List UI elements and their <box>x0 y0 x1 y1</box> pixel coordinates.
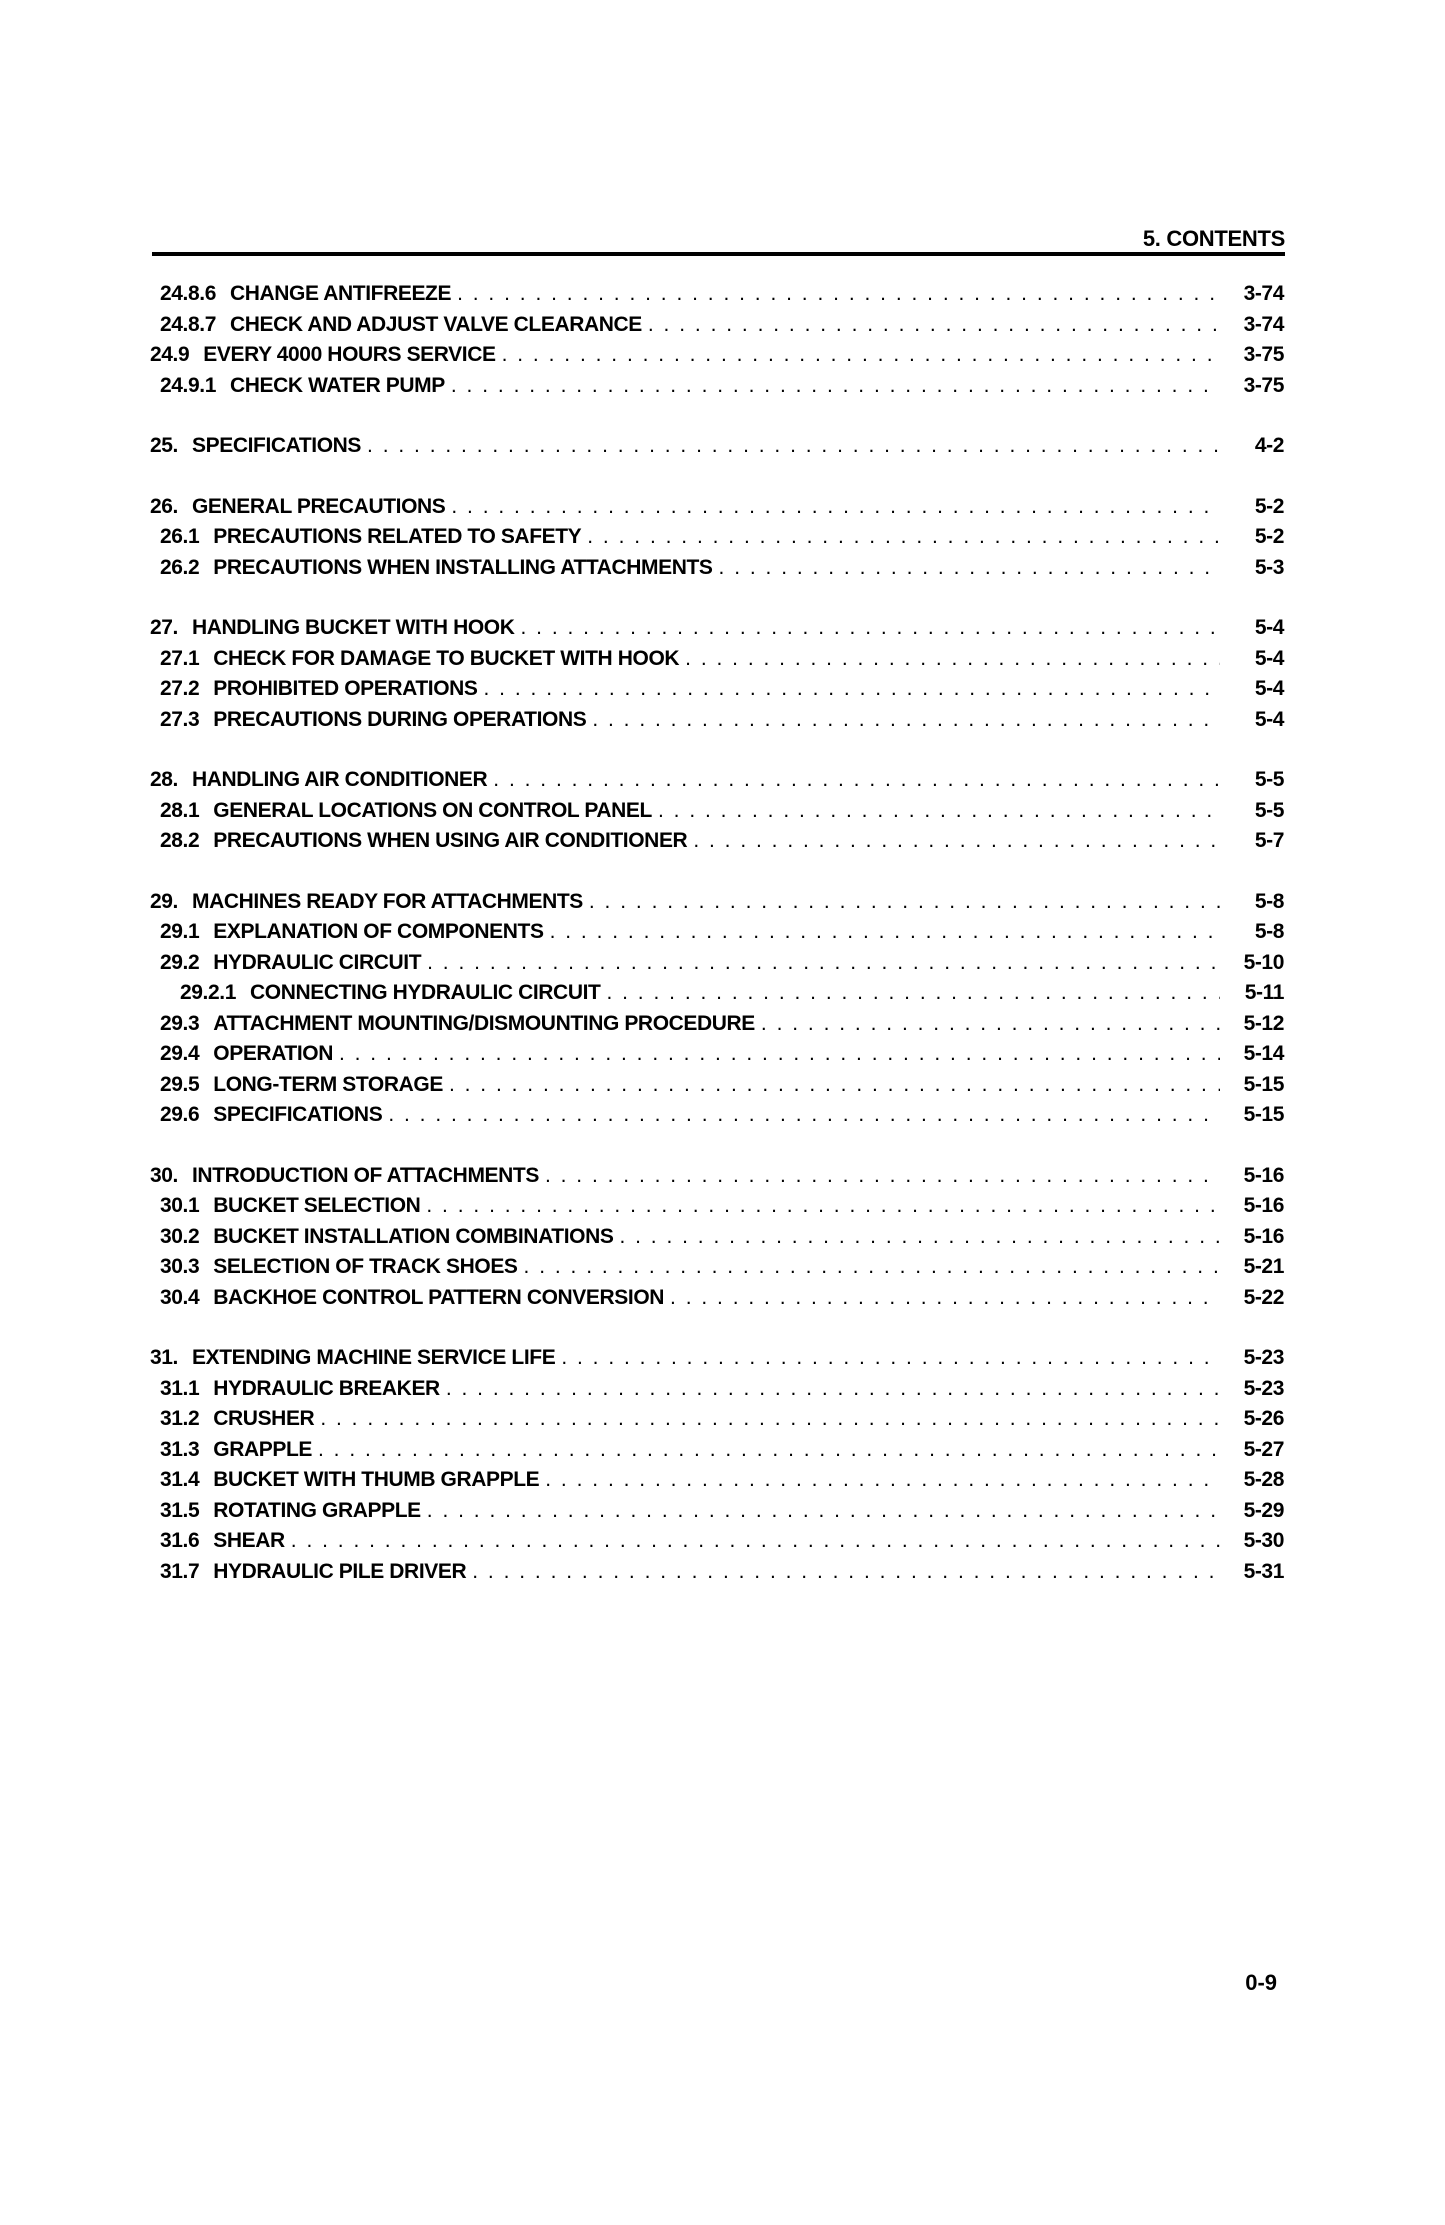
toc-entry-number: 26.2 <box>160 555 200 579</box>
toc-entry-title: SELECTION OF TRACK SHOES <box>213 1255 518 1278</box>
toc-entry-page: 5-23 <box>1243 1376 1284 1400</box>
toc-entry-page: 5-27 <box>1243 1437 1284 1461</box>
toc-entry-number: 31.2 <box>160 1407 200 1430</box>
toc-entry <box>150 495 1284 526</box>
toc-entry <box>150 313 1284 344</box>
toc-entry-page: 5-16 <box>1243 1224 1284 1248</box>
dot-leader <box>524 1255 1220 1279</box>
toc-entry-number: 31.1 <box>160 1376 200 1400</box>
toc-entry <box>150 647 1284 678</box>
toc-entry-page: 5-15 <box>1243 1103 1284 1126</box>
toc-entry-title: LONG-TERM STORAGE <box>213 1072 443 1096</box>
toc-entry-page: 5-12 <box>1243 1011 1284 1035</box>
toc-entry <box>150 1194 1284 1225</box>
toc-entry-page: 3-75 <box>1243 373 1284 397</box>
dot-leader <box>693 829 1220 853</box>
toc-entry <box>150 282 1284 313</box>
toc-section <box>150 616 1284 738</box>
toc-entry <box>150 1255 1284 1286</box>
dot-leader <box>592 708 1220 732</box>
toc-entry-page: 5-5 <box>1254 768 1284 791</box>
dot-leader <box>520 616 1220 640</box>
toc-entry-page: 5-8 <box>1254 889 1284 913</box>
toc-entry <box>150 1499 1284 1530</box>
toc-entry-number: 27.3 <box>160 707 200 731</box>
toc-entry-title: CONNECTING HYDRAULIC CIRCUIT <box>250 981 601 1004</box>
toc-entry-page: 5-3 <box>1254 555 1284 579</box>
toc-entry <box>150 1164 1284 1195</box>
toc-entry-title: CHECK WATER PUMP <box>230 373 445 397</box>
dot-leader <box>550 920 1220 944</box>
toc-entry-number: 31.7 <box>160 1559 200 1583</box>
toc-entry-page: 5-16 <box>1243 1163 1284 1187</box>
dot-leader <box>291 1529 1220 1553</box>
toc-entry-title: PRECAUTIONS WHEN USING AIR CONDITIONER <box>213 829 688 852</box>
dot-leader <box>451 495 1220 519</box>
dot-leader <box>427 951 1220 975</box>
toc-entry-number: 29.1 <box>160 920 200 943</box>
page-number: 0-9 <box>1245 1970 1277 1995</box>
toc-entry <box>150 434 1284 465</box>
toc-section <box>150 282 1284 404</box>
toc-entry-title: EXTENDING MACHINE SERVICE LIFE <box>192 1346 556 1369</box>
dot-leader <box>648 313 1220 337</box>
dot-leader <box>446 1377 1220 1401</box>
toc-entry-title: HYDRAULIC BREAKER <box>213 1376 440 1400</box>
toc-entry <box>150 1407 1284 1438</box>
toc-entry-title: SHEAR <box>213 1529 285 1552</box>
toc-entry-number: 30. <box>150 1163 178 1187</box>
toc-entry-page: 5-7 <box>1254 829 1284 852</box>
toc-entry-title: ATTACHMENT MOUNTING/DISMOUNTING PROCEDURE <box>213 1011 755 1035</box>
toc-entry <box>150 1468 1284 1499</box>
toc-entry <box>150 1286 1284 1317</box>
toc-entry-title: SPECIFICATIONS <box>213 1103 383 1126</box>
dot-leader <box>484 677 1220 701</box>
toc-entry <box>150 799 1284 830</box>
toc-entry-page: 5-26 <box>1243 1407 1284 1430</box>
toc-section <box>150 768 1284 860</box>
toc-entry-number: 30.3 <box>160 1255 200 1278</box>
dot-leader <box>719 556 1220 580</box>
dot-leader <box>619 1225 1220 1249</box>
dot-leader <box>545 1164 1220 1188</box>
toc-entry <box>150 1012 1284 1043</box>
toc-entry <box>150 1377 1284 1408</box>
page-header-title: 5. CONTENTS <box>1142 226 1285 251</box>
dot-leader <box>670 1286 1220 1310</box>
toc-entry <box>150 1438 1284 1469</box>
toc-entry-page: 3-75 <box>1243 343 1284 366</box>
toc-section <box>150 434 1284 465</box>
toc-entry-page: 5-30 <box>1243 1529 1284 1552</box>
toc-entry-page: 5-29 <box>1243 1498 1284 1522</box>
toc-entry-number: 31.6 <box>160 1529 200 1552</box>
toc-entry-page: 5-5 <box>1254 798 1284 822</box>
toc-entry-page: 5-4 <box>1254 677 1284 700</box>
toc-entry <box>150 556 1284 587</box>
header-rule <box>152 252 1285 256</box>
toc-entry <box>150 343 1284 374</box>
toc-entry-page: 4-2 <box>1254 434 1284 457</box>
toc-section <box>150 890 1284 1134</box>
toc-entry-page: 3-74 <box>1243 312 1284 336</box>
toc-entry <box>150 951 1284 982</box>
toc-entry-number: 24.9 <box>150 343 190 366</box>
dot-leader <box>561 1346 1220 1370</box>
toc-entry-title: MACHINES READY FOR ATTACHMENTS <box>192 889 583 913</box>
dot-leader <box>761 1012 1220 1036</box>
toc-entry-title: BACKHOE CONTROL PATTERN CONVERSION <box>213 1285 665 1309</box>
toc-entry-number: 29.5 <box>160 1072 200 1096</box>
toc-entry-page: 5-31 <box>1243 1559 1284 1583</box>
toc-entry-number: 31.4 <box>160 1468 200 1491</box>
dot-leader <box>502 343 1220 367</box>
toc-entry-title: GRAPPLE <box>213 1437 312 1461</box>
toc-entry-number: 28. <box>150 768 178 791</box>
toc-entry-title: HANDLING AIR CONDITIONER <box>192 768 488 791</box>
dot-leader <box>685 647 1220 671</box>
dot-leader <box>388 1103 1220 1127</box>
toc-entry-number: 31. <box>150 1346 178 1369</box>
toc-entry-number: 31.5 <box>160 1498 200 1522</box>
toc-entry-title: CRUSHER <box>213 1407 315 1430</box>
toc-entry-title: HYDRAULIC PILE DRIVER <box>213 1559 467 1583</box>
toc-entry-number: 26. <box>150 494 178 518</box>
toc-entry-page: 5-21 <box>1243 1255 1284 1278</box>
toc-entry <box>150 677 1284 708</box>
dot-leader <box>451 374 1220 398</box>
dot-leader <box>427 1499 1220 1523</box>
dot-leader <box>493 768 1220 792</box>
toc-section <box>150 1346 1284 1590</box>
toc-entry-number: 27. <box>150 616 178 639</box>
toc-entry-number: 24.8.7 <box>160 312 216 336</box>
dot-leader <box>545 1468 1220 1492</box>
toc-entry-number: 29.2 <box>160 950 200 974</box>
toc-entry-title: BUCKET WITH THUMB GRAPPLE <box>213 1468 540 1491</box>
toc-entry-title: EVERY 4000 HOURS SERVICE <box>203 343 496 366</box>
toc-entry-page: 5-4 <box>1254 646 1284 670</box>
toc-entry-number: 29.4 <box>160 1042 200 1065</box>
toc-entry <box>150 708 1284 739</box>
toc-entry-page: 5-11 <box>1244 981 1284 1004</box>
toc-entry-title: PRECAUTIONS DURING OPERATIONS <box>213 707 587 731</box>
dot-leader <box>457 282 1220 306</box>
toc-entry-number: 24.9.1 <box>160 373 216 397</box>
toc-entry-number: 28.2 <box>160 829 200 852</box>
toc-entry <box>150 616 1284 647</box>
toc-entry-number: 30.1 <box>160 1194 200 1217</box>
toc-entry-title: EXPLANATION OF COMPONENTS <box>213 920 544 943</box>
dot-leader <box>320 1407 1220 1431</box>
dot-leader <box>472 1560 1220 1584</box>
toc-entry-title: GENERAL LOCATIONS ON CONTROL PANEL <box>213 798 652 822</box>
toc-entry-title: BUCKET SELECTION <box>213 1194 421 1217</box>
toc-entry-title: INTRODUCTION OF ATTACHMENTS <box>192 1163 539 1187</box>
toc-entry-title: CHECK AND ADJUST VALVE CLEARANCE <box>230 312 642 336</box>
toc-entry <box>150 1103 1284 1134</box>
toc-entry-page: 5-16 <box>1243 1194 1284 1217</box>
toc-entry <box>150 890 1284 921</box>
toc-entry-title: CHECK FOR DAMAGE TO BUCKET WITH HOOK <box>213 646 680 670</box>
toc-entry-page: 5-8 <box>1254 920 1284 943</box>
toc-entry-number: 30.2 <box>160 1224 200 1248</box>
toc-entry-page: 5-28 <box>1243 1468 1284 1491</box>
toc-entry-page: 5-10 <box>1243 950 1284 974</box>
toc-entry-number: 29.6 <box>160 1103 200 1126</box>
toc-section <box>150 1164 1284 1317</box>
toc-entry-page: 5-2 <box>1254 525 1284 548</box>
toc-entry-title: PRECAUTIONS RELATED TO SAFETY <box>213 525 582 548</box>
toc-entry-number: 31.3 <box>160 1437 200 1461</box>
toc-entry-title: PROHIBITED OPERATIONS <box>213 677 478 700</box>
toc-entry <box>150 920 1284 951</box>
toc-entry-number: 25. <box>150 434 178 457</box>
dot-leader <box>426 1194 1220 1218</box>
dot-leader <box>449 1073 1220 1097</box>
toc-entry <box>150 525 1284 556</box>
toc-entry-title: GENERAL PRECAUTIONS <box>192 494 446 518</box>
toc-entry <box>150 768 1284 799</box>
toc-entry-page: 5-22 <box>1243 1285 1284 1309</box>
toc-entry-title: PRECAUTIONS WHEN INSTALLING ATTACHMENTS <box>213 555 713 579</box>
toc-entry-page: 5-2 <box>1254 494 1284 518</box>
toc-entry <box>150 1073 1284 1104</box>
toc-entry-number: 30.4 <box>160 1285 200 1309</box>
toc-entry-page: 5-4 <box>1254 707 1284 731</box>
toc-entry-number: 27.2 <box>160 677 200 700</box>
dot-leader <box>606 981 1220 1005</box>
dot-leader <box>318 1438 1220 1462</box>
toc-entry-number: 29. <box>150 889 178 913</box>
toc-entry-number: 29.2.1 <box>180 981 236 1004</box>
toc-entry-title: HYDRAULIC CIRCUIT <box>213 950 422 974</box>
toc-entry-title: HANDLING BUCKET WITH HOOK <box>192 616 515 639</box>
toc-entry-title: ROTATING GRAPPLE <box>213 1498 421 1522</box>
dot-leader <box>587 525 1220 549</box>
toc-entry-title: CHANGE ANTIFREEZE <box>230 282 452 305</box>
toc-entry-page: 5-23 <box>1243 1346 1284 1369</box>
dot-leader <box>589 890 1220 914</box>
toc-entry-number: 24.8.6 <box>160 282 216 305</box>
toc-entry <box>150 1529 1284 1560</box>
toc-entry-page: 3-74 <box>1243 282 1284 305</box>
toc-section <box>150 495 1284 587</box>
dot-leader <box>339 1042 1220 1066</box>
toc-entry-number: 29.3 <box>160 1011 200 1035</box>
toc-entry <box>150 1225 1284 1256</box>
toc-entry-page: 5-4 <box>1254 616 1284 639</box>
toc-entry-number: 27.1 <box>160 646 200 670</box>
toc-entry-title: OPERATION <box>213 1042 333 1065</box>
toc-entry <box>150 1346 1284 1377</box>
dot-leader <box>658 799 1220 823</box>
dot-leader <box>367 434 1220 458</box>
toc-entry-title: BUCKET INSTALLATION COMBINATIONS <box>213 1224 614 1248</box>
toc-entry <box>150 829 1284 860</box>
toc-entry-title: SPECIFICATIONS <box>192 434 362 457</box>
table-of-contents <box>150 282 1284 1620</box>
toc-entry-number: 26.1 <box>160 525 200 548</box>
toc-entry-page: 5-14 <box>1243 1042 1284 1065</box>
toc-entry <box>150 1042 1284 1073</box>
toc-entry-number: 28.1 <box>160 798 200 822</box>
toc-entry <box>150 374 1284 405</box>
toc-entry <box>150 1560 1284 1591</box>
toc-entry <box>150 981 1284 1012</box>
toc-entry-page: 5-15 <box>1243 1072 1284 1096</box>
